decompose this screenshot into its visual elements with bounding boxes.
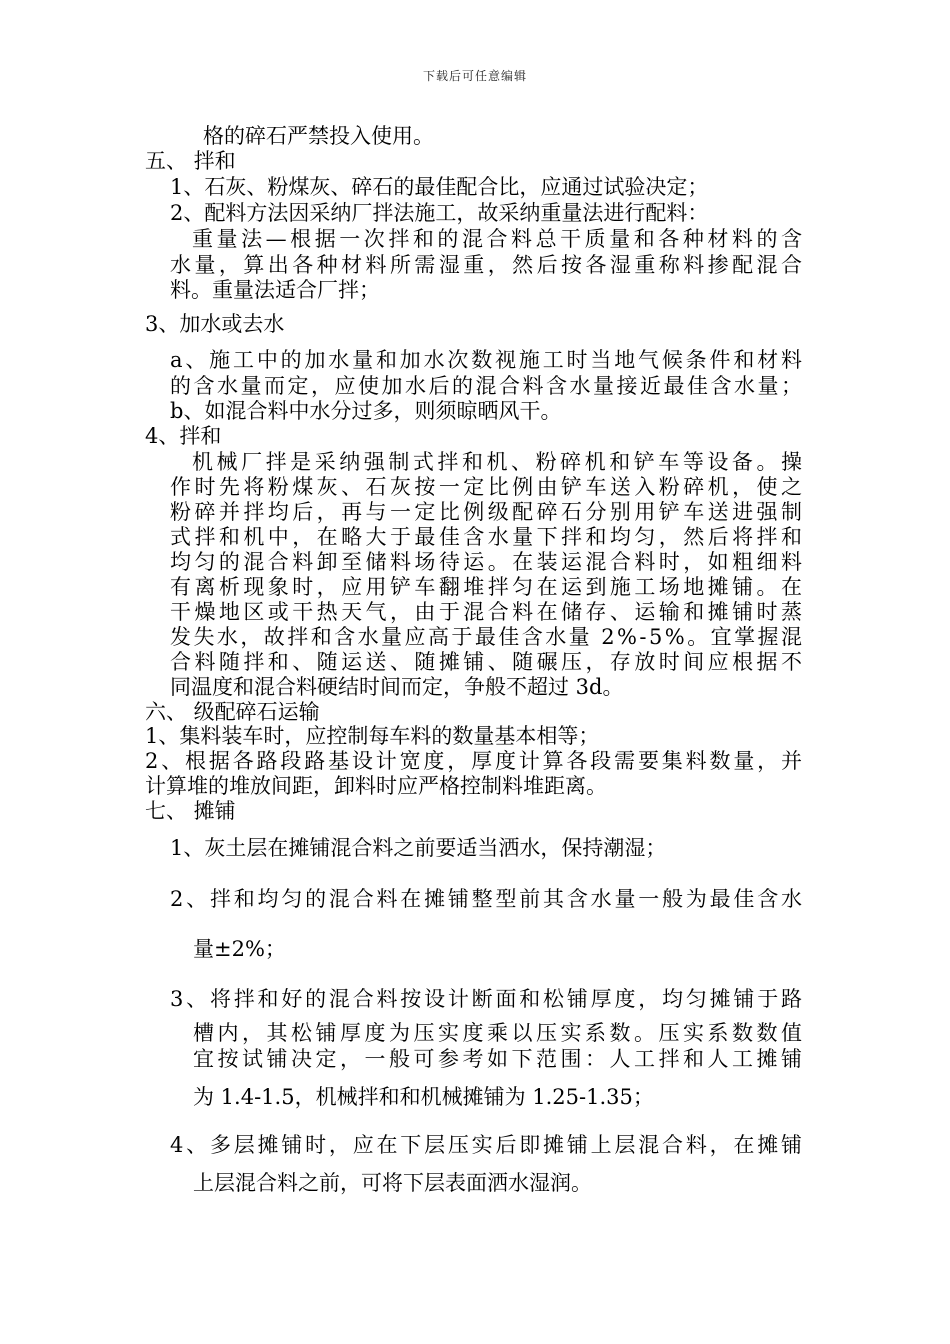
text-line: 发失水，故拌和含水量应高于最佳含水量 2%-5%。宜掌握混 bbox=[170, 625, 805, 649]
text-line: a、施工中的加水量和加水次数视施工时当地气候条件和材料 bbox=[170, 348, 805, 372]
text-line: 均匀的混合料卸至储料场待运。在装运混合料时，如粗细料 bbox=[170, 550, 806, 574]
text-line: 同温度和混合料硬结时间而定，争般不超过 3d。 bbox=[170, 675, 624, 699]
text-line: 作时先将粉煤灰、石灰按一定比例由铲车送入粉碎机，使之 bbox=[170, 475, 806, 499]
text-line: 1、石灰、粉煤灰、碎石的最佳配合比，应通过试验决定； bbox=[170, 175, 709, 199]
text-line: 2、根据各路段路基设计宽度，厚度计算各段需要集料数量，并 bbox=[145, 749, 805, 773]
text-line: 有离析现象时，应用铲车翻堆拌匀在运到施工场地摊铺。在 bbox=[170, 575, 806, 599]
text-line: 的含水量而定，应使加水后的混合料含水量接近最佳含水量； bbox=[170, 374, 805, 398]
text-line: 1、集料装车时，应控制每车料的数量基本相等； bbox=[145, 724, 600, 748]
text-line: 重量法—根据一次拌和的混合料总干质量和各种材料的含 bbox=[192, 227, 806, 251]
text-line: 六、 级配碎石运输 bbox=[145, 700, 320, 724]
text-line: 量±2%； bbox=[193, 937, 286, 961]
text-line: 七、 摊铺 bbox=[145, 799, 236, 823]
text-line: 式拌和机中，在略大于最佳含水量下拌和均匀，然后将拌和 bbox=[170, 525, 806, 549]
text-line: 料。重量法适合厂拌； bbox=[170, 278, 380, 302]
page-header: 下载后可任意编辑 bbox=[422, 69, 527, 83]
text-line: 上层混合料之前，可将下层表面洒水湿润。 bbox=[193, 1171, 592, 1195]
text-line: 2、配料方法因采纳厂拌法施工，故采纳重量法进行配料： bbox=[170, 201, 709, 225]
text-line: b、如混合料中水分过多，则须晾晒风干。 bbox=[170, 399, 562, 423]
text-line: 粉碎并拌均后，再与一定比例级配碎石分别用铲车送进强制 bbox=[170, 500, 806, 524]
text-line: 槽内，其松铺厚度为压实度乘以压实系数。压实系数数值 bbox=[193, 1021, 806, 1045]
text-line: 合料随拌和、随运送、随摊铺、随碾压，存放时间应根据不 bbox=[170, 650, 806, 674]
text-line: 计算堆的堆放间距，卸料时应严格控制料堆距离。 bbox=[145, 774, 607, 798]
text-line: 五、 拌和 bbox=[145, 149, 236, 173]
text-line: 1、灰土层在摊铺混合料之前要适当洒水，保持潮湿； bbox=[170, 836, 667, 860]
text-line: 为 1.4-1.5，机械拌和和机械摊铺为 1.25-1.35； bbox=[193, 1085, 654, 1109]
text-line: 格的碎石严禁投入使用。 bbox=[203, 124, 434, 148]
text-line: 4、多层摊铺时，应在下层压实后即摊铺上层混合料，在摊铺 bbox=[170, 1133, 805, 1157]
text-line: 机械厂拌是采纳强制式拌和机、粉碎机和铲车等设备。操 bbox=[192, 450, 806, 474]
text-line: 2、拌和均匀的混合料在摊铺整型前其含水量一般为最佳含水 bbox=[170, 887, 805, 911]
text-line: 4、拌和 bbox=[145, 424, 222, 448]
text-line: 3、加水或去水 bbox=[145, 312, 285, 336]
text-line: 干燥地区或干热天气，由于混合料在储存、运输和摊铺时蒸 bbox=[170, 600, 806, 624]
text-line: 水量，算出各种材料所需湿重，然后按各湿重称料掺配混合 bbox=[170, 253, 806, 277]
text-line: 宜按试铺决定，一般可参考如下范围：人工拌和人工摊铺 bbox=[193, 1047, 806, 1071]
text-line: 3、将拌和好的混合料按设计断面和松铺厚度，均匀摊铺于路 bbox=[170, 987, 805, 1011]
